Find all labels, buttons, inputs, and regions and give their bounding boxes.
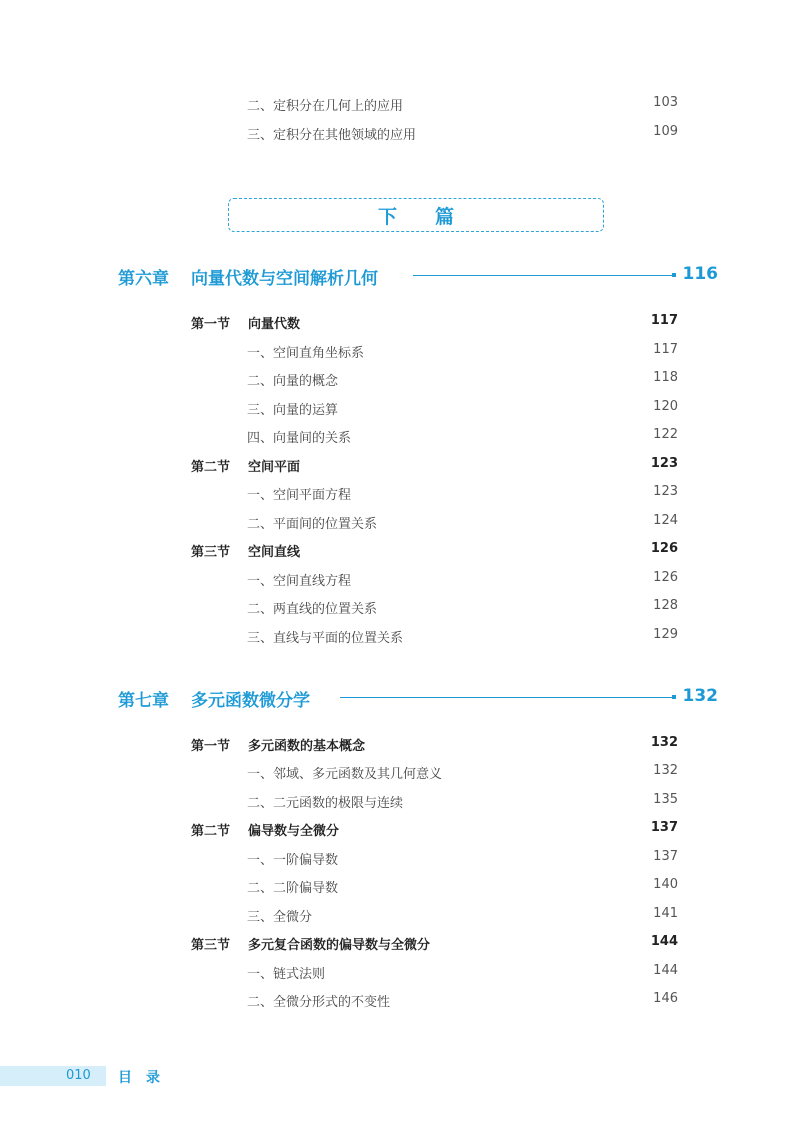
section-label: 第二节 — [191, 824, 231, 839]
chapter-heading — [118, 686, 718, 710]
toc-item: 二、定积分在几何上的应用 — [247, 99, 404, 114]
toc-page-number: 135 — [653, 792, 678, 807]
toc-page-number: 117 — [653, 342, 678, 357]
toc-item: 二、向量的概念 — [247, 374, 339, 389]
toc-item: 一、邻域、多元函数及其几何意义 — [247, 767, 443, 782]
section-label: 第一节 — [191, 317, 231, 332]
section-title: 偏导数与全微分 — [248, 824, 340, 839]
toc-page-number: 146 — [653, 991, 678, 1006]
toc-page-number: 120 — [653, 399, 678, 414]
toc-page-number: 128 — [653, 598, 678, 613]
section-page-number: 144 — [650, 934, 678, 949]
toc-item: 三、直线与平面的位置关系 — [247, 631, 404, 646]
section-label: 第三节 — [191, 938, 231, 953]
toc-item: 一、空间平面方程 — [247, 488, 352, 503]
toc-item: 二、全微分形式的不变性 — [247, 995, 391, 1010]
chapter-label: 第六章 — [118, 269, 169, 289]
chapter-label: 第七章 — [118, 691, 169, 711]
toc-item: 三、全微分 — [247, 910, 313, 925]
toc-item: 二、两直线的位置关系 — [247, 602, 378, 617]
section-page-number: 132 — [650, 735, 678, 750]
toc-page-number: 123 — [653, 484, 678, 499]
toc-page-number: 137 — [653, 849, 678, 864]
chapter-page-number: 116 — [682, 264, 718, 284]
toc-page-number: 132 — [653, 763, 678, 778]
section-title: 空间平面 — [248, 460, 301, 475]
toc-page-number: 140 — [653, 877, 678, 892]
footer-running-title: 目录 — [118, 1070, 174, 1086]
chapter-title: 多元函数微分学 — [191, 691, 310, 711]
chapter-page-number: 132 — [682, 686, 718, 706]
toc-item: 一、空间直角坐标系 — [247, 346, 365, 361]
chapter-leader-line — [340, 697, 673, 698]
chapter-leader-dot — [672, 695, 676, 699]
toc-item: 一、链式法则 — [247, 967, 326, 982]
toc-item: 一、一阶偏导数 — [247, 853, 339, 868]
section-label: 第三节 — [191, 545, 231, 560]
toc-item: 二、二阶偏导数 — [247, 881, 339, 896]
section-title: 多元复合函数的偏导数与全微分 — [248, 938, 431, 953]
toc-page-number: 122 — [653, 427, 678, 442]
toc-page-number: 118 — [653, 370, 678, 385]
toc-item: 二、二元函数的极限与连续 — [247, 796, 404, 811]
section-page-number: 137 — [650, 820, 678, 835]
section-label: 第一节 — [191, 739, 231, 754]
toc-page-number: 141 — [653, 906, 678, 921]
toc-page-number: 109 — [653, 124, 678, 139]
toc-page-number: 124 — [653, 513, 678, 528]
part-divider-title: 下篇 — [377, 205, 492, 228]
chapter-leader-line — [413, 275, 673, 276]
toc-page-number: 144 — [653, 963, 678, 978]
part-divider — [228, 198, 604, 232]
toc-item: 一、空间直线方程 — [247, 574, 352, 589]
section-page-number: 126 — [650, 541, 678, 556]
section-page-number: 117 — [650, 313, 678, 328]
section-title: 多元函数的基本概念 — [248, 739, 366, 754]
toc-page-number: 103 — [653, 95, 678, 110]
chapter-heading — [118, 264, 718, 288]
toc-item: 三、定积分在其他领域的应用 — [247, 128, 417, 143]
chapter-title: 向量代数与空间解析几何 — [191, 269, 378, 289]
toc-item: 四、向量间的关系 — [247, 431, 352, 446]
section-title: 空间直线 — [248, 545, 301, 560]
section-page-number: 123 — [650, 456, 678, 471]
chapter-leader-dot — [672, 273, 676, 277]
toc-page-number: 129 — [653, 627, 678, 642]
toc-item: 二、平面间的位置关系 — [247, 517, 378, 532]
section-label: 第二节 — [191, 460, 231, 475]
section-title: 向量代数 — [248, 317, 301, 332]
footer-page-number: 010 — [66, 1068, 91, 1083]
toc-item: 三、向量的运算 — [247, 403, 339, 418]
toc-page-number: 126 — [653, 570, 678, 585]
